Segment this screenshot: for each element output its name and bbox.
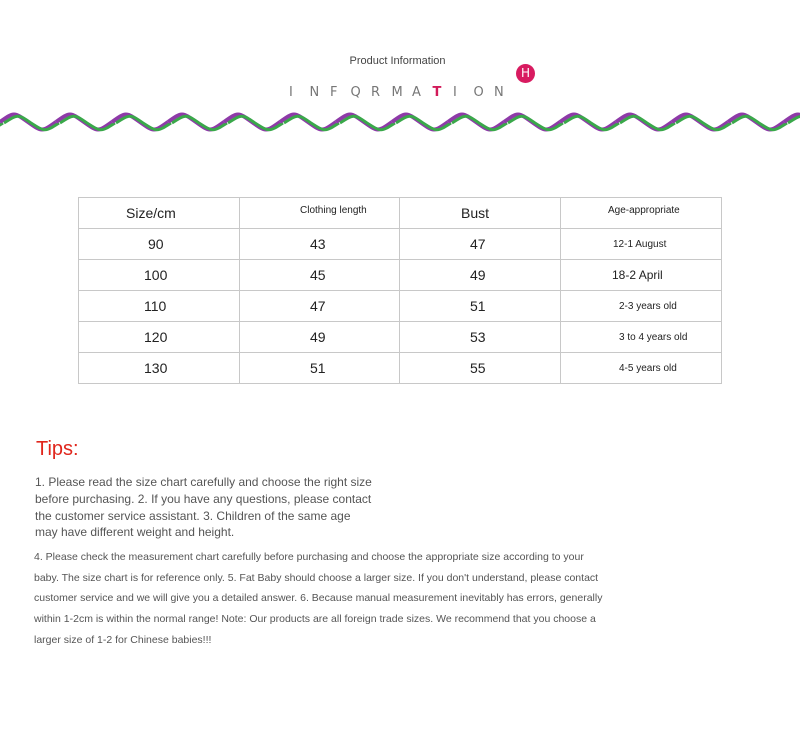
ribbon-strand-green [564,116,619,130]
heading-letter: A [412,85,421,100]
heading-letter: N [309,85,320,100]
ribbon-strand-green [732,116,787,130]
heading-letter: O [473,85,484,100]
cell-age: 18-2 April [561,260,722,291]
heading-letter: M [391,85,403,100]
cell-age: 12-1 August [561,229,722,260]
ribbon-strand-green [116,116,171,130]
ribbon-strand-green [340,116,395,130]
cell-size: 110 [79,291,240,322]
tips-paragraph-1: 1. Please read the size chart carefully and choose the right size before purchasing. 2. If you have any questions, please contact the customer service assistant. 3. Children of the same age may have different weight and height. [35,475,372,540]
heading-letter: N [494,85,504,100]
header-clothing-length: Clothing length [240,198,400,229]
heading-letter: R [371,85,381,100]
table-row [79,229,722,260]
table-row [79,353,722,384]
cell-clothing-length: 49 [240,322,400,353]
header-bust: Bust [400,198,561,229]
table-row [79,322,722,353]
table-row [79,260,722,291]
heading-letter: Q [350,85,361,100]
ribbon-strand-green [676,116,731,130]
cell-age: 2-3 years old [561,291,722,322]
heading-letter-highlight: T [432,85,442,100]
size-chart-table [78,197,722,384]
cell-bust: 53 [400,322,561,353]
cell-bust: 49 [400,260,561,291]
ribbon-strand-green [284,116,339,130]
cell-size: 120 [79,322,240,353]
cell-bust: 51 [400,291,561,322]
heading-letter: I [289,85,293,100]
ribbon-strand-green [172,116,227,130]
table-row [79,291,722,322]
header-age: Age-appropriate [561,198,722,229]
cell-clothing-length: 45 [240,260,400,291]
cell-clothing-length: 51 [240,353,400,384]
heading-letter: I [453,85,457,100]
heading-letter: F [330,85,338,100]
ribbon-strand-green [396,116,451,130]
cell-size: 90 [79,229,240,260]
cell-clothing-length: 47 [240,291,400,322]
ribbon-strand-green [508,116,563,130]
product-information-subtitle: Product Information [349,55,446,67]
wavy-divider [0,112,800,132]
cell-bust: 47 [400,229,561,260]
ribbon-strand-green [452,116,507,130]
cell-size: 100 [79,260,240,291]
cell-age: 4-5 years old [561,353,722,384]
ribbon-strand-green [4,116,59,130]
cell-size: 130 [79,353,240,384]
cell-clothing-length: 43 [240,229,400,260]
ribbon-strand-green [60,116,115,130]
tips-paragraph-2: 4. Please check the measurement chart carefully before purchasing and choose the appropriate size according to your baby. The size chart is for reference only. 5. Fat Baby should choose a larger size. If you don't understand, please contact customer service and we will give you a detailed answer. 6. Because manual measurement inevitably has errors, generally within 1-2cm is within the normal range! Note: Our products are all foreign trade sizes. We recommend that you choose a larger size of 1-2 for Chinese babies!!! [34,551,603,646]
ribbon-strand-green [620,116,675,130]
information-heading [289,84,515,100]
h-badge-icon: H [516,64,535,83]
cell-bust: 55 [400,353,561,384]
ribbon-strand-green [228,116,283,130]
table-header-row [79,198,722,229]
cell-age: 3 to 4 years old [561,322,722,353]
tips-title: Tips: [36,438,79,460]
header-size: Size/cm [79,198,240,229]
